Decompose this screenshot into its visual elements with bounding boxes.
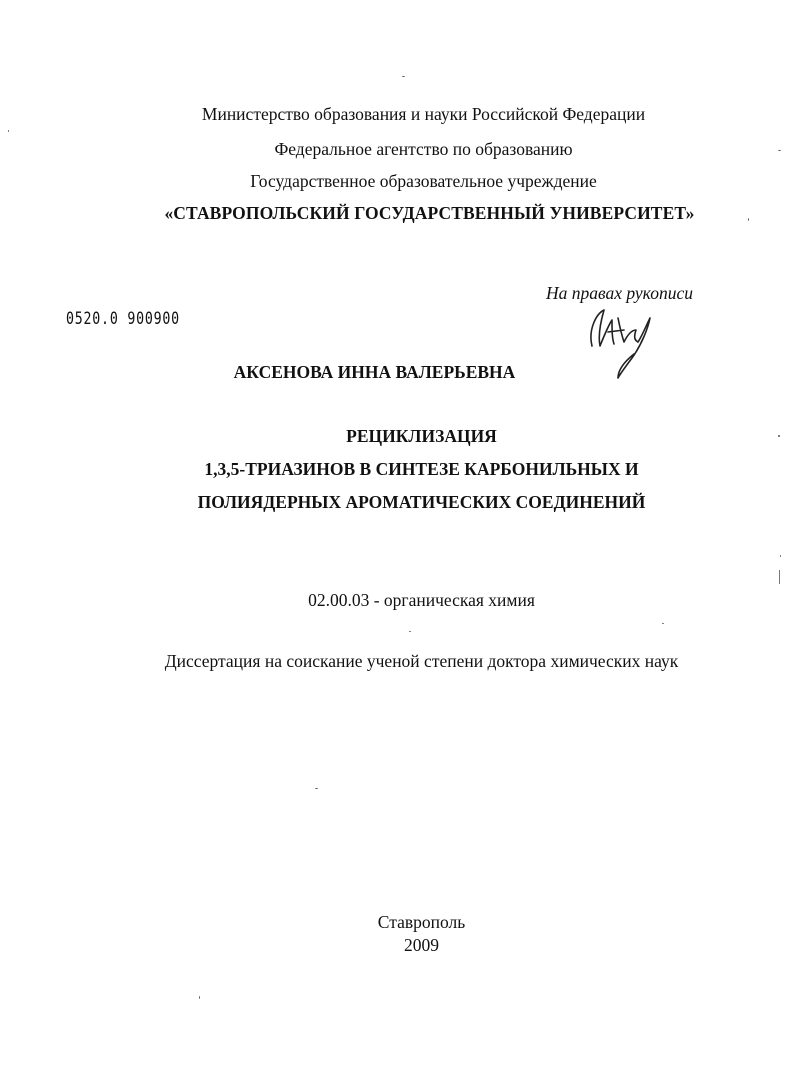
city: Ставрополь	[377, 912, 466, 932]
author-name: АКСЕНОВА ИННА ВАЛЕРЬЕВНА	[233, 362, 516, 382]
title-line-3: ПОЛИЯДЕРНЫХ АРОМАТИЧЕСКИХ СОЕДИНЕНИЙ	[197, 492, 646, 512]
scan-speck	[778, 150, 781, 151]
scan-speck	[780, 555, 781, 557]
scan-speck	[315, 788, 318, 789]
specialty-code: 02.00.03 - органическая химия	[308, 590, 535, 610]
scan-speck	[778, 435, 780, 437]
university-name: «СТАВРОПОЛЬСКИЙ ГОСУДАРСТВЕННЫЙ УНИВЕРСИТЕТ»	[164, 203, 695, 223]
manuscript-note: На правах рукописи	[546, 283, 693, 303]
degree-statement: Диссертация на соискание ученой степени доктора химических наук	[164, 651, 679, 671]
ministry-line: Министерство образования и науки Российской Федерации	[201, 104, 646, 124]
scan-speck	[748, 218, 749, 221]
title-line-1: РЕЦИКЛИЗАЦИЯ	[346, 426, 497, 446]
year: 2009	[404, 935, 439, 955]
title-line-2: 1,3,5-ТРИАЗИНОВ В СИНТЕЗЕ КАРБОНИЛЬНЫХ И	[204, 459, 639, 479]
scan-speck	[409, 631, 411, 632]
scan-speck	[662, 623, 664, 624]
institution-line: Государственное образовательное учреждение	[250, 171, 597, 191]
agency-line: Федеральное агентство по образованию	[274, 139, 573, 159]
scan-speck	[402, 76, 405, 77]
scan-speck	[8, 130, 9, 132]
scan-speck	[199, 996, 200, 999]
scan-speck	[779, 570, 780, 584]
archive-stamp: 0520.0 900900	[66, 309, 180, 329]
